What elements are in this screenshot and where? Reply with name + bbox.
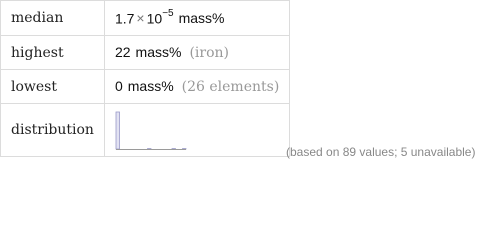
lowest-unit: mass% xyxy=(127,78,174,94)
median-base: 10 xyxy=(146,10,163,27)
distribution-label: distribution xyxy=(1,104,105,157)
lowest-label: lowest xyxy=(1,70,105,104)
distribution-histogram xyxy=(115,108,195,152)
lowest-number: 0 xyxy=(114,78,123,94)
median-row xyxy=(1,1,290,36)
lowest-value xyxy=(104,70,289,104)
distribution-cell xyxy=(104,104,289,157)
highest-row xyxy=(1,36,290,70)
highest-number: 22 xyxy=(114,44,131,60)
highest-label: highest xyxy=(1,36,105,70)
lowest-row xyxy=(1,70,290,104)
highest-value xyxy=(104,36,289,70)
highest-note: (iron) xyxy=(189,45,229,61)
distribution-row xyxy=(1,104,290,157)
highest-unit: mass% xyxy=(135,44,182,60)
median-exponent: −5 xyxy=(162,7,174,19)
footnote: (based on 89 values; 5 unavailable) xyxy=(286,145,476,159)
statistics-table xyxy=(0,0,290,157)
median-unit: mass% xyxy=(178,10,225,27)
median-label: median xyxy=(1,1,105,36)
median-value xyxy=(104,1,289,36)
lowest-note: (26 elements) xyxy=(181,79,280,95)
median-mantissa: 1.7 xyxy=(114,10,135,27)
histogram-bar xyxy=(116,112,120,149)
times-sign: × xyxy=(136,10,145,27)
